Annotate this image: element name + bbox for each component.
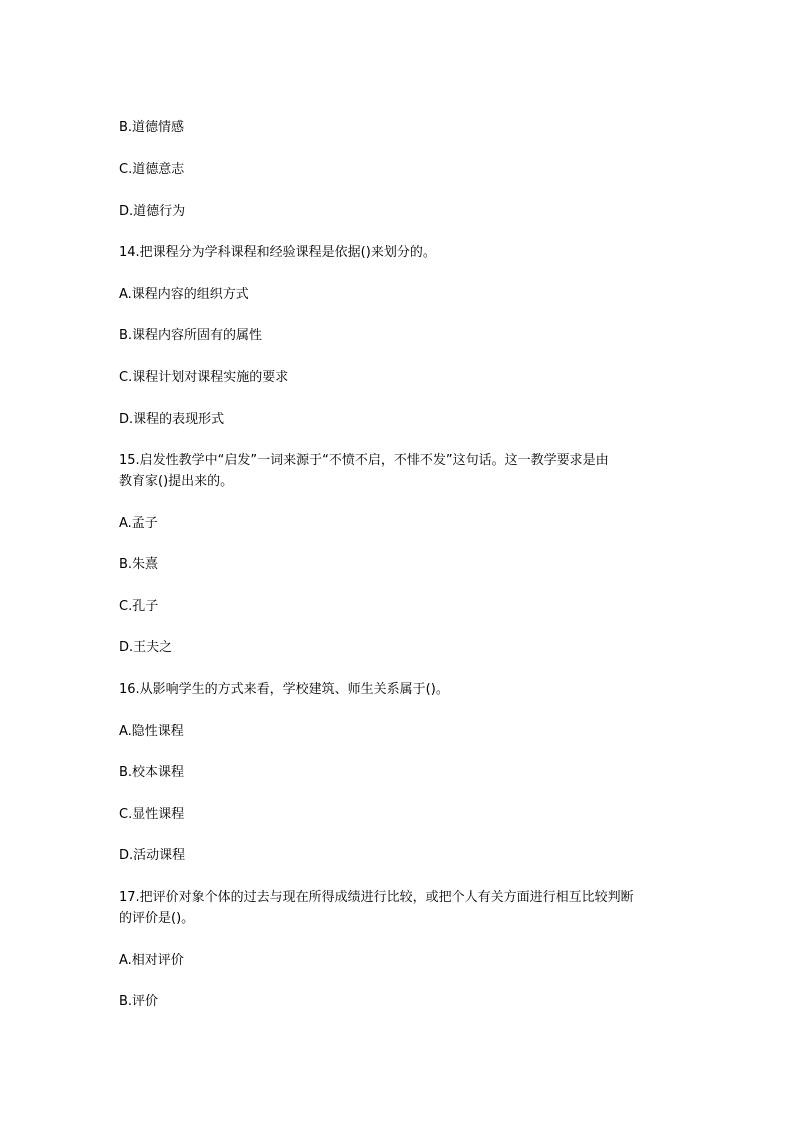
question-16: 16.从影响学生的方式来看，学校建筑、师生关系属于()。 xyxy=(119,682,449,697)
option-13-d: D.道德行为 xyxy=(119,204,186,219)
option-13-b: B.道德情感 xyxy=(119,120,185,135)
option-14-b: B.课程内容所固有的属性 xyxy=(119,328,263,343)
question-15-line-2: 教育家()提出来的。 xyxy=(119,474,234,489)
option-14-c: C.课程计划对课程实施的要求 xyxy=(119,370,289,385)
option-16-b: B.校本课程 xyxy=(119,765,185,780)
option-16-d: D.活动课程 xyxy=(119,848,186,863)
option-16-a: A.隐性课程 xyxy=(119,724,184,739)
option-15-b: B.朱熹 xyxy=(119,557,159,572)
question-17-line-1: 17.把评价对象个体的过去与现在所得成绩进行比较，或把个人有关方面进行相互比较判断 xyxy=(119,890,634,905)
option-15-d: D.王夫之 xyxy=(119,640,173,655)
option-15-a: A.孟子 xyxy=(119,516,158,531)
option-16-c: C.显性课程 xyxy=(119,807,185,822)
option-14-d: D.课程的表现形式 xyxy=(119,412,225,427)
question-14: 14.把课程分为学科课程和经验课程是依据()来划分的。 xyxy=(119,245,436,260)
question-17-line-2: 的评价是()。 xyxy=(119,911,195,926)
option-17-b: B.评价 xyxy=(119,994,159,1009)
question-15-line-1: 15.启发性教学中“启发”一词来源于“不愤不启，不悱不发”这句话。这一教学要求是由 xyxy=(119,453,609,468)
option-14-a: A.课程内容的组织方式 xyxy=(119,287,249,302)
option-17-a: A.相对评价 xyxy=(119,953,184,968)
option-13-c: C.道德意志 xyxy=(119,162,185,177)
option-15-c: C.孔子 xyxy=(119,599,159,614)
